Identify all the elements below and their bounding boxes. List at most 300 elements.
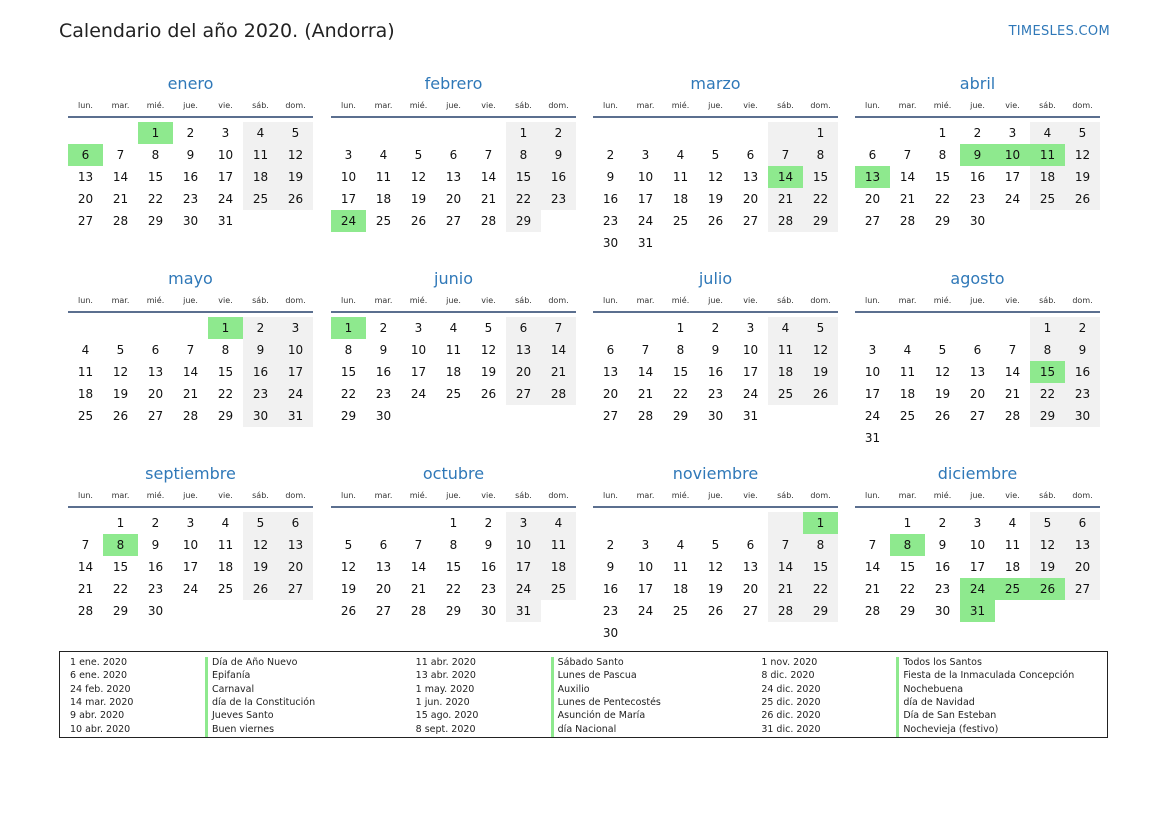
day-cell: 7 bbox=[641, 343, 650, 357]
day-cell: 6 bbox=[973, 343, 982, 357]
day-cell: 6 bbox=[379, 538, 388, 552]
week-row bbox=[593, 166, 838, 188]
day-cell: 24 bbox=[278, 383, 313, 405]
empty-cell bbox=[401, 122, 436, 144]
week-row bbox=[855, 405, 1100, 427]
day-cell: 12 bbox=[1030, 534, 1065, 556]
day-cell: 20 bbox=[969, 387, 986, 401]
empty-cell bbox=[890, 427, 925, 449]
day-cell: 3 bbox=[506, 512, 541, 534]
day-cell: 5 bbox=[1030, 512, 1065, 534]
week-row bbox=[331, 383, 576, 405]
day-cell: 7 bbox=[116, 148, 125, 162]
weekday-header bbox=[855, 100, 1100, 118]
day-cell: 18 bbox=[672, 192, 689, 206]
day-cell: 15 bbox=[340, 365, 357, 379]
day-cell: 3 bbox=[746, 321, 755, 335]
week-row bbox=[593, 317, 838, 339]
day-cell: 2 bbox=[1065, 317, 1100, 339]
holiday-date: 8 sept. 2020 bbox=[415, 723, 476, 735]
day-cell: 28 bbox=[541, 383, 576, 405]
month-agosto bbox=[855, 269, 1100, 449]
day-cell: 25 bbox=[768, 383, 803, 405]
holiday-name: Nochebuena bbox=[896, 684, 1107, 697]
day-cell: 16 bbox=[707, 365, 724, 379]
day-cell: 29 bbox=[217, 409, 234, 423]
day-cell: 12 bbox=[707, 560, 724, 574]
day-cell: 9 bbox=[938, 538, 947, 552]
day-cell: 2 bbox=[938, 516, 947, 530]
empty-cell bbox=[208, 600, 243, 622]
day-cell: 26 bbox=[480, 387, 497, 401]
day-cell: 17 bbox=[506, 556, 541, 578]
day-cell: 21 bbox=[768, 188, 803, 210]
day-cell: 17 bbox=[1004, 170, 1021, 184]
empty-cell bbox=[1030, 600, 1065, 622]
empty-cell bbox=[803, 622, 838, 644]
day-cell: 13 bbox=[445, 170, 462, 184]
day-cell: 23 bbox=[147, 582, 164, 596]
empty-cell bbox=[995, 600, 1030, 622]
day-cell: 18 bbox=[768, 361, 803, 383]
day-cell: 11 bbox=[541, 534, 576, 556]
week-row bbox=[68, 361, 313, 383]
day-cell: 13 bbox=[375, 560, 392, 574]
day-cell: 8 bbox=[449, 538, 458, 552]
month-name: octubre bbox=[422, 464, 485, 483]
day-cell: 4 bbox=[541, 512, 576, 534]
day-cell: 26 bbox=[934, 409, 951, 423]
empty-cell bbox=[278, 600, 313, 622]
empty-cell bbox=[855, 317, 890, 339]
weekday-label: dom. bbox=[285, 491, 306, 500]
weekday-label: sáb. bbox=[777, 491, 794, 500]
day-cell: 9 bbox=[484, 538, 493, 552]
weekday-label: lun. bbox=[603, 491, 618, 500]
empty-cell bbox=[698, 232, 733, 254]
empty-cell bbox=[541, 405, 576, 427]
week-row bbox=[331, 166, 576, 188]
holiday-name: día Nacional bbox=[551, 724, 762, 737]
week-row bbox=[855, 210, 1100, 232]
day-cell: 22 bbox=[506, 188, 541, 210]
week-row bbox=[855, 339, 1100, 361]
week-row bbox=[68, 339, 313, 361]
weekday-header bbox=[331, 490, 576, 508]
weekday-label: sáb. bbox=[777, 296, 794, 305]
day-cell: 10 bbox=[637, 560, 654, 574]
day-cell: 16 bbox=[480, 560, 497, 574]
holiday-day-cell: 13 bbox=[855, 166, 890, 188]
empty-cell bbox=[138, 317, 173, 339]
empty-cell bbox=[173, 600, 208, 622]
empty-cell bbox=[243, 210, 278, 232]
day-cell: 3 bbox=[641, 538, 650, 552]
day-cell: 19 bbox=[1030, 556, 1065, 578]
day-cell: 7 bbox=[868, 538, 877, 552]
holiday-name: Todos los Santos bbox=[896, 657, 1107, 670]
weekday-label: sáb. bbox=[1039, 491, 1056, 500]
day-cell: 13 bbox=[742, 560, 759, 574]
day-cell: 25 bbox=[1030, 188, 1065, 210]
week-row bbox=[593, 122, 838, 144]
day-cell: 17 bbox=[217, 170, 234, 184]
empty-cell bbox=[593, 317, 628, 339]
weekday-label: mar. bbox=[111, 491, 130, 500]
day-cell: 8 bbox=[803, 144, 838, 166]
holiday-date: 10 abr. 2020 bbox=[70, 723, 131, 735]
day-cell: 30 bbox=[602, 626, 619, 640]
empty-cell bbox=[803, 405, 838, 427]
day-cell: 5 bbox=[803, 317, 838, 339]
day-cell: 20 bbox=[602, 387, 619, 401]
day-cell: 14 bbox=[112, 170, 129, 184]
day-cell: 1 bbox=[938, 126, 947, 140]
day-cell: 18 bbox=[1030, 166, 1065, 188]
holiday-day-cell: 24 bbox=[960, 578, 995, 600]
day-cell: 15 bbox=[217, 365, 234, 379]
day-cell: 20 bbox=[278, 556, 313, 578]
holiday-date: 9 abr. 2020 bbox=[70, 710, 125, 722]
day-cell: 30 bbox=[375, 409, 392, 423]
day-cell: 25 bbox=[672, 214, 689, 228]
empty-cell bbox=[890, 122, 925, 144]
week-row bbox=[855, 383, 1100, 405]
empty-cell bbox=[803, 232, 838, 254]
day-cell: 18 bbox=[541, 556, 576, 578]
holiday-day-cell: 1 bbox=[803, 512, 838, 534]
day-cell: 11 bbox=[375, 170, 392, 184]
holiday-legend bbox=[59, 651, 1108, 738]
holiday-day-cell: 9 bbox=[960, 144, 995, 166]
day-cell: 4 bbox=[243, 122, 278, 144]
day-cell: 9 bbox=[541, 144, 576, 166]
day-cell: 5 bbox=[116, 343, 125, 357]
day-cell: 3 bbox=[868, 343, 877, 357]
day-cell: 12 bbox=[410, 170, 427, 184]
holiday-name: día de la Constitución bbox=[205, 697, 416, 710]
day-cell: 23 bbox=[243, 383, 278, 405]
week-row bbox=[68, 144, 313, 166]
holiday-name: Fiesta de la Inmaculada Concepción bbox=[896, 670, 1107, 683]
week-row bbox=[855, 361, 1100, 383]
day-cell: 2 bbox=[484, 516, 493, 530]
holiday-name: Asunción de María bbox=[551, 710, 762, 723]
day-cell: 19 bbox=[410, 192, 427, 206]
weekday-label: lun. bbox=[341, 491, 356, 500]
day-cell: 19 bbox=[278, 166, 313, 188]
day-cell: 23 bbox=[1065, 383, 1100, 405]
day-cell: 22 bbox=[112, 582, 129, 596]
day-cell: 8 bbox=[506, 144, 541, 166]
day-cell: 20 bbox=[742, 582, 759, 596]
week-row bbox=[331, 405, 576, 427]
day-cell: 11 bbox=[672, 560, 689, 574]
day-cell: 22 bbox=[672, 387, 689, 401]
day-cell: 9 bbox=[151, 538, 160, 552]
week-row bbox=[331, 144, 576, 166]
weekday-header bbox=[331, 295, 576, 313]
holiday-date: 1 nov. 2020 bbox=[761, 657, 818, 668]
day-cell: 19 bbox=[112, 387, 129, 401]
month-junio bbox=[331, 269, 576, 427]
day-cell: 10 bbox=[506, 534, 541, 556]
day-cell: 6 bbox=[506, 317, 541, 339]
month-abril bbox=[855, 74, 1100, 232]
weekday-label: mié. bbox=[671, 296, 690, 305]
holiday-date: 1 ene. 2020 bbox=[70, 657, 127, 668]
day-cell: 13 bbox=[278, 534, 313, 556]
weekday-label: jue. bbox=[708, 101, 723, 110]
day-cell: 17 bbox=[637, 192, 654, 206]
day-cell: 15 bbox=[445, 560, 462, 574]
day-cell: 1 bbox=[506, 122, 541, 144]
holiday-date: 1 jun. 2020 bbox=[415, 696, 470, 708]
weekday-label: mié. bbox=[933, 296, 952, 305]
day-cell: 27 bbox=[1065, 578, 1100, 600]
day-cell: 1 bbox=[116, 516, 125, 530]
day-cell: 21 bbox=[480, 192, 497, 206]
day-cell: 21 bbox=[768, 578, 803, 600]
day-cell: 12 bbox=[707, 170, 724, 184]
weekday-label: mar. bbox=[111, 101, 130, 110]
day-cell: 7 bbox=[81, 538, 90, 552]
day-cell: 23 bbox=[182, 192, 199, 206]
weekday-label: mar. bbox=[111, 296, 130, 305]
weekday-label: sáb. bbox=[252, 491, 269, 500]
day-cell: 8 bbox=[344, 343, 353, 357]
day-cell: 10 bbox=[969, 538, 986, 552]
weekday-header bbox=[68, 490, 313, 508]
holiday-name: Jueves Santo bbox=[205, 710, 416, 723]
holiday-day-cell: 11 bbox=[1030, 144, 1065, 166]
holiday-day-cell: 24 bbox=[331, 210, 366, 232]
day-cell: 6 bbox=[278, 512, 313, 534]
day-cell: 16 bbox=[541, 166, 576, 188]
week-row bbox=[68, 210, 313, 232]
day-cell: 3 bbox=[221, 126, 230, 140]
day-cell: 8 bbox=[221, 343, 230, 357]
empty-cell bbox=[768, 622, 803, 644]
empty-cell bbox=[436, 405, 471, 427]
day-cell: 11 bbox=[1004, 538, 1021, 552]
weekday-label: dom. bbox=[548, 101, 569, 110]
day-cell: 7 bbox=[186, 343, 195, 357]
week-row bbox=[331, 317, 576, 339]
week-row bbox=[593, 512, 838, 534]
day-cell: 4 bbox=[1008, 516, 1017, 530]
day-cell: 18 bbox=[243, 166, 278, 188]
weekday-header bbox=[855, 490, 1100, 508]
day-cell: 16 bbox=[602, 582, 619, 596]
holiday-date: 14 mar. 2020 bbox=[70, 696, 134, 708]
month-name: diciembre bbox=[937, 464, 1018, 483]
day-cell: 14 bbox=[480, 170, 497, 184]
day-cell: 10 bbox=[864, 365, 881, 379]
weekday-label: vie. bbox=[481, 491, 496, 500]
holiday-day-cell: 1 bbox=[138, 122, 173, 144]
week-row bbox=[68, 512, 313, 534]
empty-cell bbox=[925, 317, 960, 339]
weekday-label: mar. bbox=[898, 296, 917, 305]
day-cell: 27 bbox=[375, 604, 392, 618]
weekday-label: mié. bbox=[409, 296, 428, 305]
weekday-label: jue. bbox=[183, 101, 198, 110]
day-cell: 24 bbox=[637, 604, 654, 618]
day-cell: 28 bbox=[864, 604, 881, 618]
day-cell: 21 bbox=[410, 582, 427, 596]
weekday-label: vie. bbox=[218, 491, 233, 500]
empty-cell bbox=[768, 232, 803, 254]
day-cell: 2 bbox=[973, 126, 982, 140]
weekday-label: mié. bbox=[409, 491, 428, 500]
weekday-label: sáb. bbox=[515, 491, 532, 500]
day-cell: 26 bbox=[707, 214, 724, 228]
weekday-label: sáb. bbox=[1039, 296, 1056, 305]
day-cell: 4 bbox=[81, 343, 90, 357]
week-row bbox=[68, 383, 313, 405]
brand-link[interactable]: TIMESLES.COM bbox=[1008, 24, 1110, 39]
day-cell: 15 bbox=[899, 560, 916, 574]
empty-cell bbox=[995, 427, 1030, 449]
month-name: junio bbox=[434, 269, 473, 288]
weekday-label: sáb. bbox=[515, 296, 532, 305]
weekday-label: mar. bbox=[636, 296, 655, 305]
weekday-label: lun. bbox=[78, 101, 93, 110]
day-cell: 11 bbox=[445, 343, 462, 357]
weekday-label: mié. bbox=[933, 101, 952, 110]
day-cell: 15 bbox=[506, 166, 541, 188]
weekday-label: dom. bbox=[810, 101, 831, 110]
day-cell: 21 bbox=[899, 192, 916, 206]
day-cell: 9 bbox=[711, 343, 720, 357]
day-cell: 26 bbox=[707, 604, 724, 618]
day-cell: 18 bbox=[77, 387, 94, 401]
day-cell: 24 bbox=[1004, 192, 1021, 206]
day-cell: 25 bbox=[375, 214, 392, 228]
weekday-label: dom. bbox=[548, 296, 569, 305]
day-cell: 25 bbox=[217, 582, 234, 596]
day-cell: 29 bbox=[803, 600, 838, 622]
day-cell: 29 bbox=[1030, 405, 1065, 427]
holiday-date: 31 dic. 2020 bbox=[761, 723, 821, 735]
day-cell: 15 bbox=[934, 170, 951, 184]
day-cell: 1 bbox=[803, 122, 838, 144]
weekday-header bbox=[593, 490, 838, 508]
empty-cell bbox=[68, 512, 103, 534]
weekday-label: vie. bbox=[743, 101, 758, 110]
month-name: septiembre bbox=[145, 464, 236, 483]
weekday-label: vie. bbox=[743, 491, 758, 500]
month-name: julio bbox=[698, 269, 733, 288]
day-cell: 20 bbox=[147, 387, 164, 401]
day-cell: 27 bbox=[969, 409, 986, 423]
day-cell: 23 bbox=[375, 387, 392, 401]
empty-cell bbox=[663, 512, 698, 534]
day-cell: 20 bbox=[864, 192, 881, 206]
day-cell: 26 bbox=[278, 188, 313, 210]
empty-cell bbox=[68, 122, 103, 144]
day-cell: 26 bbox=[803, 383, 838, 405]
day-cell: 19 bbox=[1065, 166, 1100, 188]
weekday-label: lun. bbox=[865, 296, 880, 305]
day-cell: 31 bbox=[278, 405, 313, 427]
day-cell: 30 bbox=[243, 405, 278, 427]
week-row bbox=[855, 122, 1100, 144]
day-cell: 3 bbox=[414, 321, 423, 335]
week-row bbox=[331, 339, 576, 361]
weekday-label: lun. bbox=[78, 491, 93, 500]
week-row bbox=[593, 232, 838, 254]
day-cell: 30 bbox=[934, 604, 951, 618]
day-cell: 28 bbox=[480, 214, 497, 228]
weekday-label: lun. bbox=[865, 101, 880, 110]
day-cell: 23 bbox=[934, 582, 951, 596]
weekday-label: dom. bbox=[810, 296, 831, 305]
day-cell: 2 bbox=[541, 122, 576, 144]
legend-column bbox=[761, 657, 1107, 737]
day-cell: 27 bbox=[278, 578, 313, 600]
holiday-day-cell: 14 bbox=[768, 166, 803, 188]
month-diciembre bbox=[855, 464, 1100, 622]
day-cell: 8 bbox=[676, 343, 685, 357]
weekday-header bbox=[68, 295, 313, 313]
day-cell: 8 bbox=[938, 148, 947, 162]
day-cell: 17 bbox=[410, 365, 427, 379]
day-cell: 30 bbox=[602, 236, 619, 250]
day-cell: 7 bbox=[768, 534, 803, 556]
day-cell: 30 bbox=[969, 214, 986, 228]
weekday-header bbox=[593, 100, 838, 118]
week-row bbox=[68, 534, 313, 556]
day-cell: 18 bbox=[375, 192, 392, 206]
weekday-label: sáb. bbox=[252, 296, 269, 305]
day-cell: 28 bbox=[768, 600, 803, 622]
day-cell: 5 bbox=[484, 321, 493, 335]
empty-cell bbox=[628, 122, 663, 144]
weekday-label: dom. bbox=[285, 296, 306, 305]
day-cell: 29 bbox=[147, 214, 164, 228]
weekday-label: mar. bbox=[636, 491, 655, 500]
day-cell: 29 bbox=[672, 409, 689, 423]
holiday-date: 1 may. 2020 bbox=[415, 683, 475, 695]
holiday-date: 6 ene. 2020 bbox=[70, 670, 127, 682]
holiday-day-cell: 15 bbox=[1030, 361, 1065, 383]
day-cell: 4 bbox=[379, 148, 388, 162]
weekday-label: dom. bbox=[1072, 101, 1093, 110]
week-row bbox=[331, 578, 576, 600]
weekday-label: mar. bbox=[374, 101, 393, 110]
week-row bbox=[855, 600, 1100, 622]
empty-cell bbox=[401, 512, 436, 534]
day-cell: 27 bbox=[742, 214, 759, 228]
legend-column bbox=[416, 657, 762, 737]
weekday-label: jue. bbox=[970, 296, 985, 305]
holiday-day-cell: 10 bbox=[995, 144, 1030, 166]
day-cell: 16 bbox=[147, 560, 164, 574]
day-cell: 21 bbox=[1004, 387, 1021, 401]
day-cell: 16 bbox=[1065, 361, 1100, 383]
day-cell: 21 bbox=[182, 387, 199, 401]
day-cell: 21 bbox=[112, 192, 129, 206]
weekday-label: jue. bbox=[446, 101, 461, 110]
day-cell: 18 bbox=[1004, 560, 1021, 574]
day-cell: 23 bbox=[602, 214, 619, 228]
empty-cell bbox=[1065, 600, 1100, 622]
holiday-name: Día de Año Nuevo bbox=[205, 657, 416, 670]
weekday-label: jue. bbox=[446, 296, 461, 305]
weekday-label: mié. bbox=[933, 491, 952, 500]
